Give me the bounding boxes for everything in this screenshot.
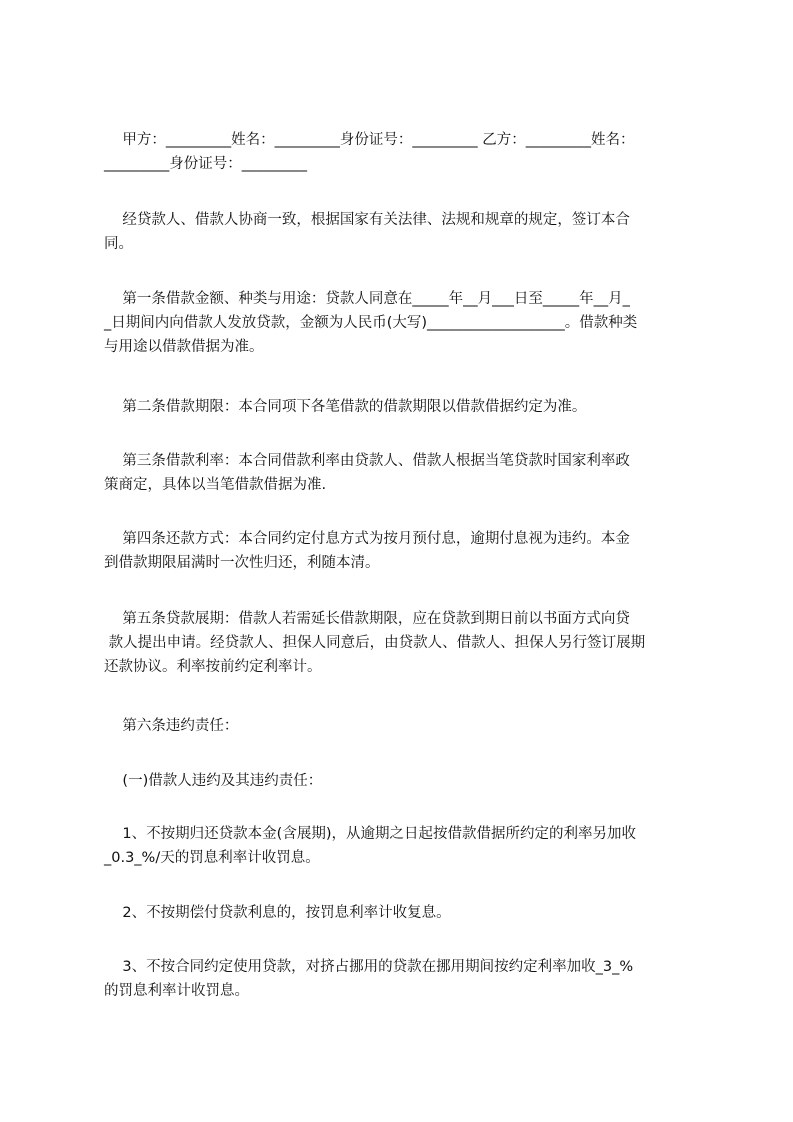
text-line: 第二条借款期限：本合同项下各笔借款的借款期限以借款借据约定为准。 [104, 399, 587, 415]
text-line: 1、不按期归还贷款本金(含展期)，从逾期之日起按借款借据所约定的利率另加收 [104, 826, 636, 842]
article-6-1-paragraph [104, 769, 704, 793]
text-line: 到借款期限届满时一次性归还，利随本清。 [104, 555, 380, 571]
article-4-paragraph [104, 527, 704, 575]
article-6-paragraph [104, 714, 704, 738]
text-line: 经贷款人、借款人协商一致，根据国家有关法律、法规和规章的规定，签订本合 [104, 212, 630, 228]
text-line: (一)借款人违约及其违约责任： [104, 773, 323, 789]
text-line: 第四条还款方式：本合同约定付息方式为按月预付息，逾期付息视为违约。本金 [104, 531, 630, 547]
text-line: 第三条借款利率：本合同借款利率由贷款人、借款人根据当笔贷款时国家利率政 [104, 453, 630, 469]
text-line: 第一条借款金额、种类与用途：贷款人同意在_____年__月___日至_____年__月_ [104, 291, 630, 307]
text-line: 同。 [104, 236, 133, 252]
text-line: _日期间内向借款人发放贷款，金额为人民币(大写)___________________。借款种类 [104, 315, 638, 331]
text-line: 3、不按合同约定使用贷款，对挤占挪用的贷款在挪用期间按约定利率加收_3_% [104, 959, 634, 975]
text-line: 的罚息利率计收罚息。 [104, 983, 249, 999]
preamble-paragraph [104, 208, 704, 256]
text-line: 2、不按期偿付贷款利息的，按罚息利率计收复息。 [104, 905, 451, 921]
text-line: 还款协议。利率按前约定利率计。 [104, 659, 322, 675]
article-3-paragraph [104, 449, 704, 497]
text-line: 第五条贷款展期：借款人若需延长借款期限，应在贷款到期日前以书面方式向贷 [104, 611, 630, 627]
text-line: _0.3_%/天的罚息利率计收罚息。 [104, 850, 320, 866]
clause-3-paragraph [104, 955, 704, 1003]
text-line: 与用途以借款借据为准。 [104, 339, 264, 355]
article-1-paragraph [104, 287, 704, 359]
text-line: _________身份证号：_________ [104, 156, 307, 172]
text-line: 甲方：_________姓名：_________身份证号：_________ 乙方：_________姓名： [104, 132, 635, 148]
clause-1-paragraph [104, 822, 704, 870]
article-5-paragraph [104, 607, 704, 679]
article-2-paragraph [104, 395, 704, 419]
clause-2-paragraph [104, 901, 704, 925]
parties-paragraph [104, 128, 704, 176]
text-line: 策商定，具体以当笔借款借据为准. [104, 477, 327, 493]
text-line: 第六条违约责任： [104, 718, 239, 734]
text-line: 款人提出申请。经贷款人、担保人同意后，由贷款人、借款人、担保人另行签订展期 [104, 635, 646, 651]
